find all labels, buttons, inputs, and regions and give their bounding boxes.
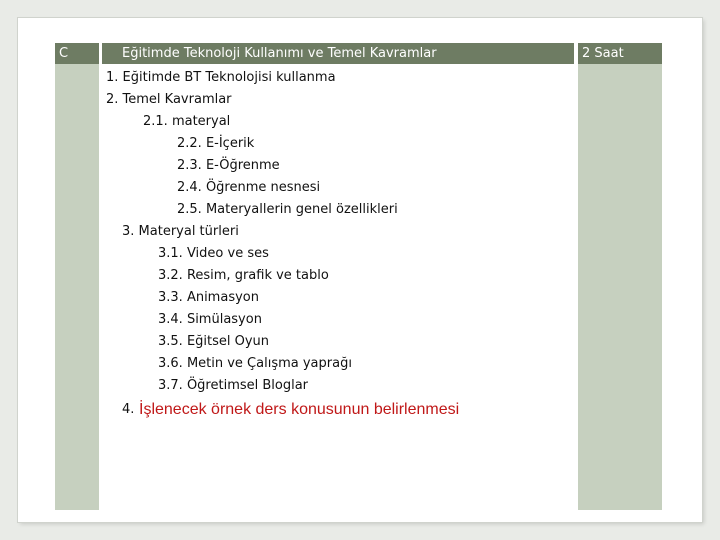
list-item: 3.7. Öğretimsel Bloglar <box>158 378 309 393</box>
list-item-highlight: İşlenecek örnek ders konusunun belirlenmesi <box>139 401 460 418</box>
list-item: 2.5. Materyallerin genel özellikleri <box>177 202 398 217</box>
list-item: 1. Eğitimde BT Teknolojisi kullanma <box>106 70 336 85</box>
header-code: C <box>59 46 69 61</box>
list-item: 2. Temel Kavramlar <box>106 92 232 107</box>
list-item: 3.1. Video ve ses <box>158 246 269 261</box>
list-item-number: 4. <box>122 402 135 417</box>
list-item: 3.2. Resim, grafik ve tablo <box>158 268 329 283</box>
list-item: 2.2. E-İçerik <box>177 136 255 151</box>
header-title: Eğitimde Teknoloji Kullanımı ve Temel Kavramlar <box>122 46 437 61</box>
code-column <box>55 43 99 510</box>
list-item: 2.3. E-Öğrenme <box>177 158 280 173</box>
list-item: 2.4. Öğrenme nesnesi <box>177 180 321 195</box>
list-item: 3.4. Simülasyon <box>158 312 262 327</box>
duration-column <box>578 43 662 510</box>
list-item: 2.1. materyal <box>143 114 231 129</box>
list-item: 3. Materyal türleri <box>122 224 239 239</box>
header-duration: 2 Saat <box>582 46 624 61</box>
list-item: 3.6. Metin ve Çalışma yaprağı <box>158 356 352 371</box>
list-item: 3.3. Animasyon <box>158 290 259 305</box>
list-item: 3.5. Eğitsel Oyun <box>158 334 270 349</box>
